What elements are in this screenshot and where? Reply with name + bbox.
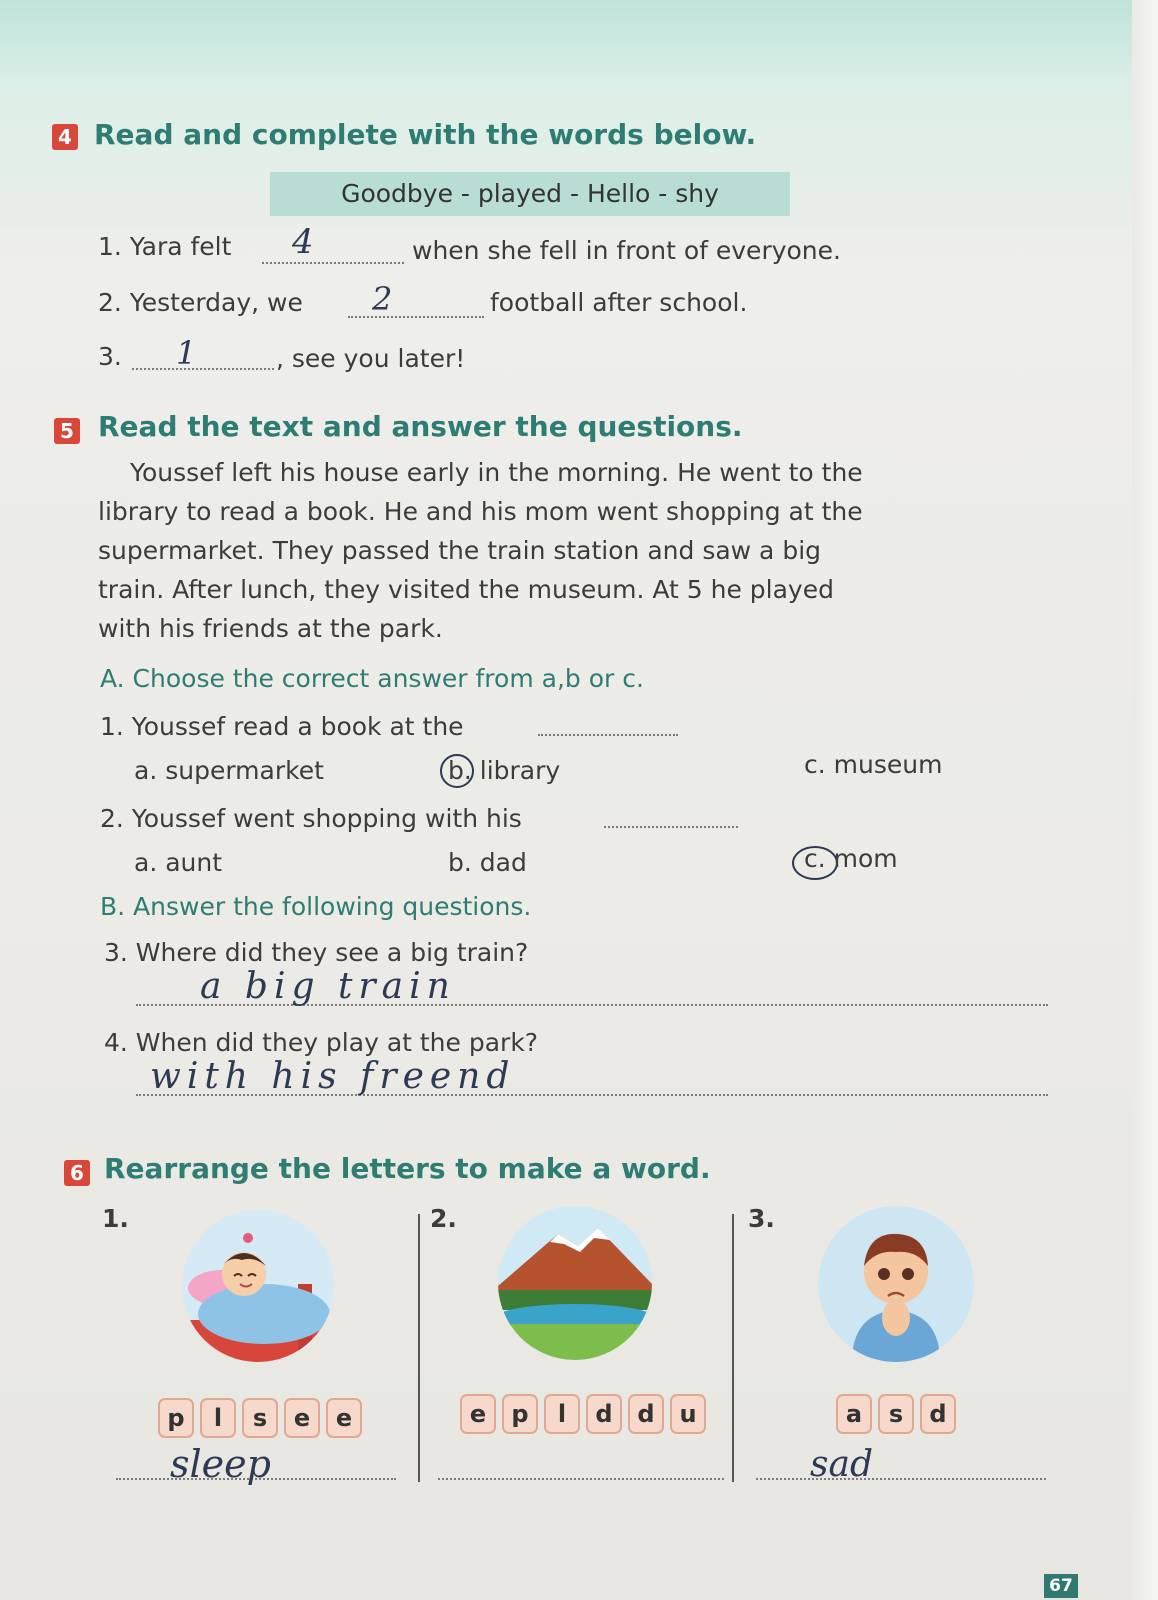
ex4-item1-after: when she fell in front of everyone. (412, 236, 841, 265)
ex4-item1-answer: 4 (292, 222, 314, 262)
passage-line-4: train. After lunch, they visited the museum. At 5 he played (98, 575, 834, 604)
ex6-item2-answer-line[interactable] (438, 1478, 724, 1480)
letter-tile[interactable]: e (326, 1398, 362, 1438)
letter-tile[interactable]: d (586, 1394, 622, 1434)
q1-option-b[interactable]: b. library (448, 756, 561, 785)
exercise-4-badge: 4 (52, 124, 78, 150)
passage-line-3: supermarket. They passed the train station and saw a big (98, 536, 822, 565)
column-divider-2 (732, 1214, 734, 1482)
letter-tile[interactable]: d (920, 1394, 956, 1434)
passage-line-5: with his friends at the park. (98, 614, 443, 643)
part-b-heading: B. Answer the following questions. (100, 892, 532, 921)
ex4-item3-answer: 1 (176, 334, 197, 372)
part-a-heading: A. Choose the correct answer from a,b or c. (100, 664, 644, 693)
q1-text: 1. Youssef read a book at the (100, 712, 464, 741)
exercise-6-badge: 6 (64, 1160, 90, 1186)
ex4-item3-after: , see you later! (276, 344, 466, 373)
q1-option-a[interactable]: a. supermarket (134, 756, 324, 785)
page-number: 67 (1044, 1574, 1078, 1598)
ex6-item2-tiles (460, 1394, 712, 1434)
q2-text: 2. Youssef went shopping with his (100, 804, 522, 833)
ex4-item3-blank[interactable] (132, 368, 274, 370)
column-divider-1 (418, 1214, 420, 1482)
sad-boy-picture (818, 1206, 974, 1362)
q2-blank[interactable] (604, 826, 738, 828)
ex6-item3-number: 3. (748, 1204, 775, 1233)
letter-tile[interactable]: d (628, 1394, 664, 1434)
letter-tile[interactable]: e (460, 1394, 496, 1434)
letter-tile[interactable]: s (242, 1398, 278, 1438)
q4-handwritten-answer: with his freend (150, 1056, 516, 1097)
exercise-4-heading: Read and complete with the words below. (94, 118, 757, 151)
ex6-item3-answer-line[interactable] (756, 1478, 1046, 1480)
ex6-item1-tiles (158, 1398, 368, 1438)
q4-text: 4. When did they play at the park? (104, 1028, 539, 1057)
q1-answer-mark (440, 754, 474, 788)
ex6-item2-number: 2. (430, 1204, 457, 1233)
ex4-item2-answer: 2 (372, 280, 393, 318)
ex4-item2-before: 2. Yesterday, we (98, 288, 303, 317)
exercise-5-badge: 5 (54, 418, 80, 444)
ex4-item1-before: 1. Yara felt (98, 232, 232, 261)
q1-blank[interactable] (538, 734, 678, 736)
letter-tile[interactable]: u (670, 1394, 706, 1434)
q3-text: 3. Where did they see a big train? (104, 938, 529, 967)
ex6-item3-tiles (836, 1394, 962, 1434)
letter-tile[interactable]: p (502, 1394, 538, 1434)
sleeping-girl-picture (182, 1210, 334, 1362)
exercise-6-heading: Rearrange the letters to make a word. (104, 1152, 711, 1185)
q3-handwritten-answer: a big train (200, 966, 456, 1007)
q2-option-a[interactable]: a. aunt (134, 848, 223, 877)
exercise-5-heading: Read the text and answer the questions. (98, 410, 743, 443)
ex6-item3-handwritten-answer: sad (810, 1444, 873, 1485)
passage-line-2: library to read a book. He and his mom went shopping at the (98, 497, 863, 526)
mountain-lake-picture (498, 1206, 652, 1360)
ex4-item3-before: 3. (98, 342, 122, 371)
ex4-item2-after: football after school. (490, 288, 748, 317)
q1-option-c[interactable]: c. museum (804, 750, 943, 779)
page-edge (1132, 0, 1158, 1600)
ex4-item2-blank[interactable] (348, 316, 484, 318)
letter-tile[interactable]: l (544, 1394, 580, 1434)
q2-option-c[interactable]: c. mom (804, 844, 898, 873)
letter-tile[interactable]: a (836, 1394, 872, 1434)
letter-tile[interactable]: l (200, 1398, 236, 1438)
letter-tile[interactable]: e (284, 1398, 320, 1438)
word-bank: Goodbye - played - Hello - shy (270, 172, 790, 216)
ex4-item1-blank[interactable] (262, 262, 404, 264)
q2-option-b[interactable]: b. dad (448, 848, 527, 877)
passage-line-1: Youssef left his house early in the morning. He went to the (130, 458, 863, 487)
ex6-item1-handwritten-answer: sleep (170, 1442, 271, 1486)
letter-tile[interactable]: p (158, 1398, 194, 1438)
ex6-item1-number: 1. (102, 1204, 129, 1233)
letter-tile[interactable]: s (878, 1394, 914, 1434)
